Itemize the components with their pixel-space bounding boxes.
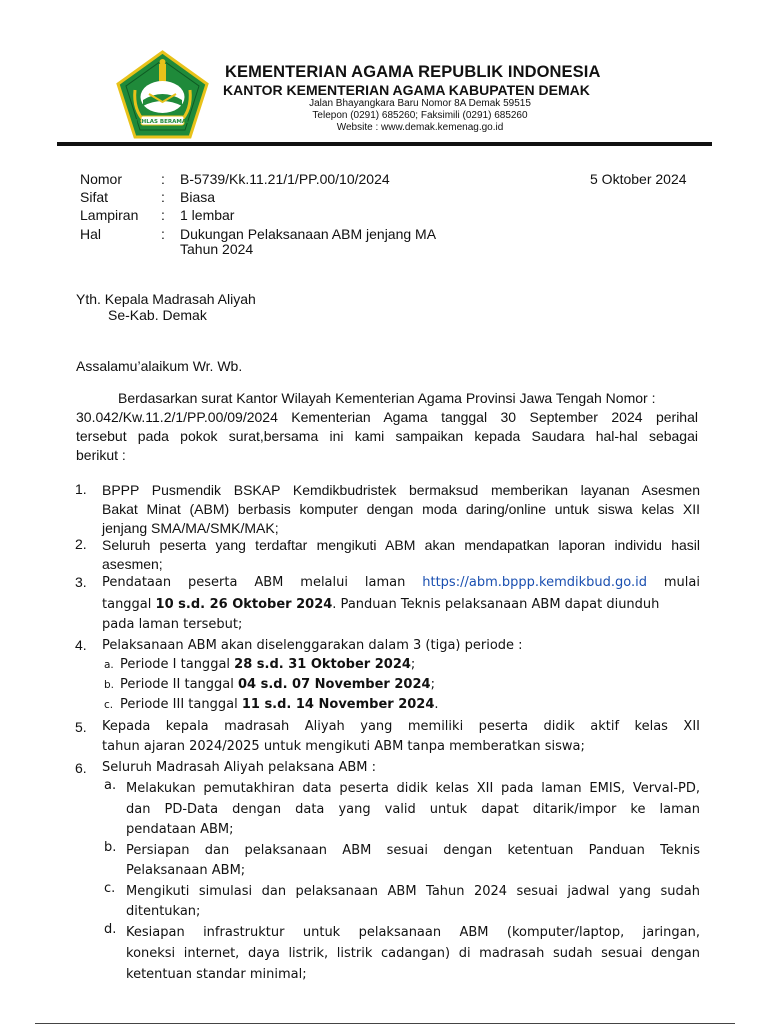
- item-number: 3.: [75, 574, 87, 590]
- sub-a-line: pendataan ABM;: [126, 822, 234, 837]
- sub-b-line: Pelaksanaan ABM;: [126, 863, 246, 878]
- field-colon: :: [161, 207, 165, 223]
- sub-letter: b.: [104, 679, 115, 691]
- field-label-hal: Hal: [80, 226, 102, 242]
- sub-d-line: Kesiapan infrastruktur untuk pelaksanaan ABM (komputer/laptop, jaringan,: [126, 925, 700, 940]
- field-colon: :: [161, 189, 165, 205]
- item-number: 5.: [75, 719, 87, 735]
- intro-line: tersebut pada pokok surat,bersama ini kami sampaikan kepada Saudara hal-hal sebagai: [76, 428, 698, 444]
- sub-b-line: Persiapan dan pelaksanaan ABM sesuai dengan ketentuan Panduan Teknis: [126, 843, 700, 858]
- field-value-sifat: Biasa: [180, 189, 216, 205]
- letterhead-divider: [57, 142, 712, 146]
- item-5-line: Kepada kepala madrasah Aliyah yang memiliki peserta didik aktif kelas XII: [102, 719, 700, 734]
- item-5-line: tahun ajaran 2024/2025 untuk mengikuti ABM tanpa memberatkan siswa;: [102, 739, 585, 754]
- item-3-text: tanggal: [102, 597, 156, 612]
- office-address: Jalan Bhayangkara Baru Nomor 8A Demak 59515: [309, 98, 531, 109]
- sub-letter: a.: [104, 778, 117, 793]
- sub-letter: c.: [104, 881, 116, 896]
- item-2-line: asesmen;: [102, 556, 163, 572]
- period-text: ;: [430, 677, 435, 692]
- kemenag-logo: [115, 50, 210, 140]
- sub-a-line: dan PD-Data dengan data yang valid untuk dapat ditarik/impor ke laman: [126, 802, 700, 817]
- sub-c-line: ditentukan;: [126, 904, 201, 919]
- item-3-dates: 10 s.d. 26 Oktober 2024: [155, 597, 333, 612]
- field-label-lampiran: Lampiran: [80, 207, 139, 223]
- sub-d-line: koneksi internet, daya listrik, listrik cadangan) di madrasah sudah sesuai dengan: [126, 946, 700, 961]
- field-colon: :: [161, 226, 165, 242]
- period-text: Periode III tanggal: [120, 697, 242, 712]
- letter-date: 5 Oktober 2024: [590, 171, 687, 187]
- item-3-text: mulai: [646, 575, 700, 590]
- field-value-nomor: B-5739/Kk.11.21/1/PP.00/10/2024: [180, 171, 390, 187]
- item-4-line: Pelaksanaan ABM akan diselenggarakan dalam 3 (tiga) periode :: [102, 638, 523, 653]
- period-text: .: [434, 697, 439, 712]
- office-name: KANTOR KEMENTERIAN AGAMA KABUPATEN DEMAK: [223, 82, 590, 98]
- field-colon: :: [161, 171, 165, 187]
- ministry-name: KEMENTERIAN AGAMA REPUBLIK INDONESIA: [225, 63, 601, 81]
- field-value-hal: Dukungan Pelaksanaan ABM jenjang MA: [180, 226, 437, 242]
- item-1-line: jenjang SMA/MA/SMK/MAK;: [102, 520, 279, 536]
- intro-line: Berdasarkan surat Kantor Wilayah Kementerian Agama Provinsi Jawa Tengah Nomor :: [118, 390, 656, 406]
- period-text: Periode II tanggal: [120, 677, 238, 692]
- period-text: Periode I tanggal: [120, 657, 235, 672]
- item-number: 4.: [75, 637, 87, 653]
- sub-c-line: Mengikuti simulasi dan pelaksanaan ABM Tahun 2024 sesuai jadwal yang sudah: [126, 884, 700, 899]
- field-label-nomor: Nomor: [80, 171, 123, 187]
- item-6-line: Seluruh Madrasah Aliyah pelaksana ABM :: [102, 760, 377, 775]
- item-3-text: Pendataan peserta ABM melalui laman: [102, 575, 423, 590]
- logo-motto: IKHLAS BERAMAL: [135, 119, 190, 125]
- recipient-line1: Yth. Kepala Madrasah Aliyah: [76, 291, 256, 307]
- field-value-hal-line2: Tahun 2024: [180, 241, 254, 257]
- period-2: [120, 675, 435, 695]
- item-2-line: Seluruh peserta yang terdaftar mengikuti ABM akan mendapatkan laporan individu hasil: [102, 537, 700, 553]
- item-3-text: . Panduan Teknis pelaksanaan ABM dapat diunduh: [332, 597, 660, 612]
- office-phone: Telepon (0291) 685260; Faksimili (0291) 685260: [312, 110, 528, 121]
- intro-line: 30.042/Kw.11.2/1/PP.00/09/2024 Kementerian Agama tanggal 30 September 2024 perihal: [76, 409, 698, 425]
- period-3: [120, 695, 439, 715]
- field-label-sifat: Sifat: [80, 189, 109, 205]
- item-1-line: BPPP Pusmendik BSKAP Kemdikbudristek bermaksud memberikan layanan Asesmen: [102, 482, 700, 498]
- sub-letter: d.: [104, 922, 117, 937]
- sub-letter: c.: [104, 699, 114, 711]
- sub-d-line: ketentuan standar minimal;: [126, 967, 307, 982]
- intro-line: berikut :: [76, 447, 126, 463]
- greeting: Assalamu’alaikum Wr. Wb.: [76, 358, 243, 374]
- item-1-line: Bakat Minat (ABM) berbasis komputer dengan moda daring/online untuk siswa kelas XII: [102, 501, 700, 517]
- period-1: [120, 655, 415, 675]
- item-3-line: [102, 594, 700, 615]
- recipient-line2: Se-Kab. Demak: [108, 307, 207, 323]
- period-text: ;: [410, 657, 416, 672]
- field-value-lampiran: 1 lembar: [180, 207, 235, 223]
- abm-link[interactable]: https://abm.bppp.kemdikbud.go.id: [422, 575, 647, 590]
- item-number: 1.: [75, 481, 87, 497]
- sub-a-line: Melakukan pemutakhiran data peserta didik kelas XII pada laman EMIS, Verval-PD,: [126, 781, 700, 796]
- sub-letter: a.: [104, 659, 114, 671]
- office-website: Website : www.demak.kemenag.go.id: [336, 122, 504, 133]
- sub-letter: b.: [104, 840, 117, 855]
- period-dates: 04 s.d. 07 November 2024: [237, 677, 431, 692]
- item-number: 6.: [75, 760, 87, 776]
- period-dates: 28 s.d. 31 Oktober 2024: [234, 657, 411, 672]
- item-3-line: [102, 572, 700, 593]
- period-dates: 11 s.d. 14 November 2024: [241, 697, 435, 712]
- item-number: 2.: [75, 536, 87, 552]
- item-3-line: pada laman tersebut;: [102, 617, 243, 632]
